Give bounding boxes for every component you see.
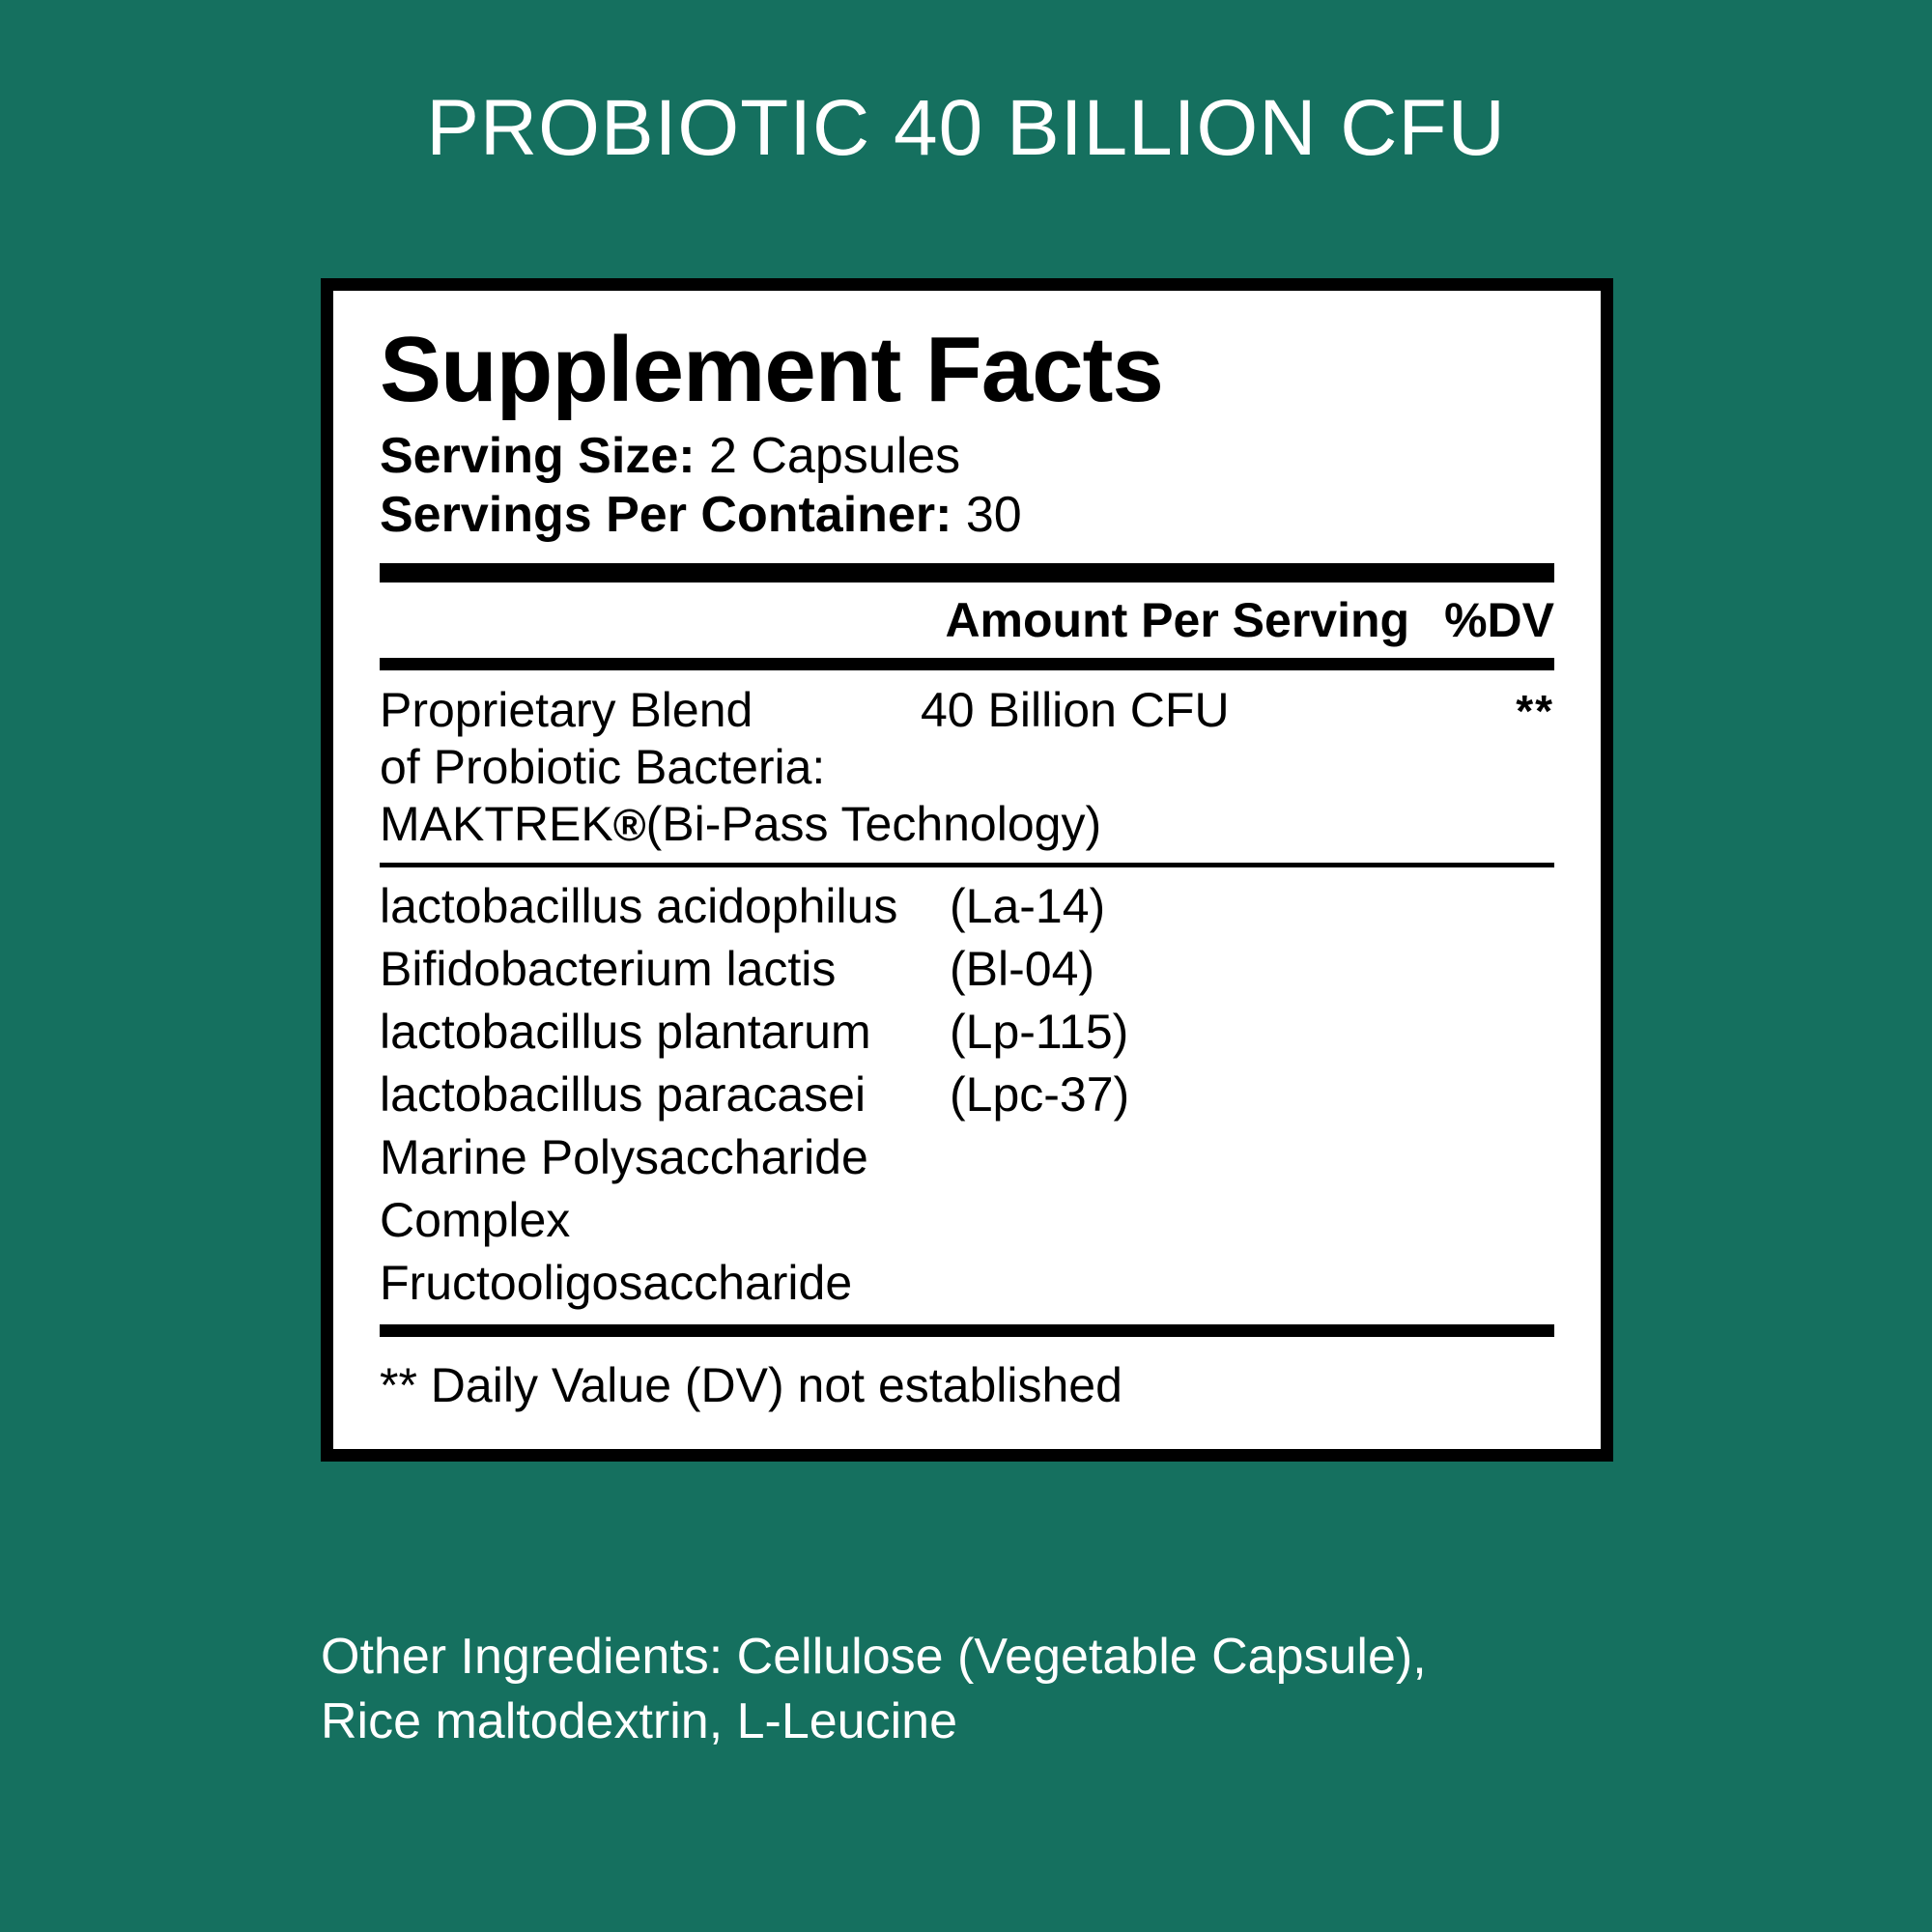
ingredient-strain: (Lp-115) (950, 1004, 1129, 1059)
dv-footnote: ** Daily Value (DV) not established (380, 1357, 1122, 1412)
other-ingredients-line2: Rice maltodextrin, L-Leucine (321, 1692, 957, 1749)
proprietary-blend-name: Proprietary Blend (380, 682, 753, 737)
proprietary-blend-brand-line (380, 796, 1554, 853)
other-ingredients (321, 1625, 1625, 1753)
serving-size-line (380, 427, 1554, 486)
bipass-technology-text: (Bi-Pass Technology) (645, 796, 1102, 851)
ingredient-strain (950, 1252, 1554, 1315)
proprietary-blend-row (380, 682, 1554, 739)
list-item (380, 1001, 1554, 1064)
ingredient-strain: (Bl-04) (950, 941, 1095, 996)
proprietary-blend-amount: 40 Billion CFU (921, 682, 1230, 737)
ingredient-name: lactobacillus paracasei (380, 1066, 867, 1122)
ingredient-name: Fructooligosaccharide (380, 1255, 853, 1310)
dv-header: %DV (1444, 592, 1554, 647)
ingredient-name: Bifidobacterium lactis (380, 941, 837, 996)
divider-thick-top (380, 563, 1554, 582)
servings-per-container-line (380, 486, 1554, 545)
list-item (380, 875, 1554, 938)
divider-medium-footnote (380, 1324, 1554, 1337)
supplement-facts-panel (321, 278, 1613, 1462)
ingredient-strain (950, 1126, 1554, 1252)
amount-per-serving-header-row (380, 582, 1554, 658)
ingredient-list (380, 867, 1554, 1324)
maktrek-brand: MAKTREK (380, 796, 613, 851)
proprietary-blend-subtitle: of Probiotic Bacteria: (380, 739, 826, 794)
servings-per-container-label: Servings Per Container: (380, 487, 952, 544)
amount-per-serving-header: Amount Per Serving (945, 592, 1410, 647)
product-title: PROBIOTIC 40 BILLION CFU (426, 84, 1506, 172)
other-ingredients-line1: Other Ingredients: Cellulose (Vegetable Capsule), (321, 1629, 1427, 1685)
list-item (380, 1126, 1554, 1252)
divider-medium-header (380, 658, 1554, 670)
servings-per-container-value: 30 (965, 487, 1022, 544)
serving-size-label: Serving Size: (380, 427, 696, 484)
list-item (380, 938, 1554, 1001)
ingredient-name: lactobacillus acidophilus (380, 878, 898, 933)
ingredient-strain: (Lpc-37) (950, 1066, 1130, 1122)
list-item (380, 1252, 1554, 1315)
ingredient-name: Marine Polysaccharide Complex (380, 1129, 868, 1247)
supplement-facts-title: Supplement Facts (380, 318, 1163, 421)
registered-trademark-icon: ® (612, 799, 646, 850)
ingredient-name: lactobacillus plantarum (380, 1004, 871, 1059)
proprietary-blend-block (380, 670, 1554, 863)
list-item (380, 1064, 1554, 1126)
ingredient-strain: (La-14) (950, 878, 1106, 933)
serving-size-value: 2 Capsules (709, 427, 961, 484)
proprietary-blend-dv: ** (1516, 685, 1554, 736)
